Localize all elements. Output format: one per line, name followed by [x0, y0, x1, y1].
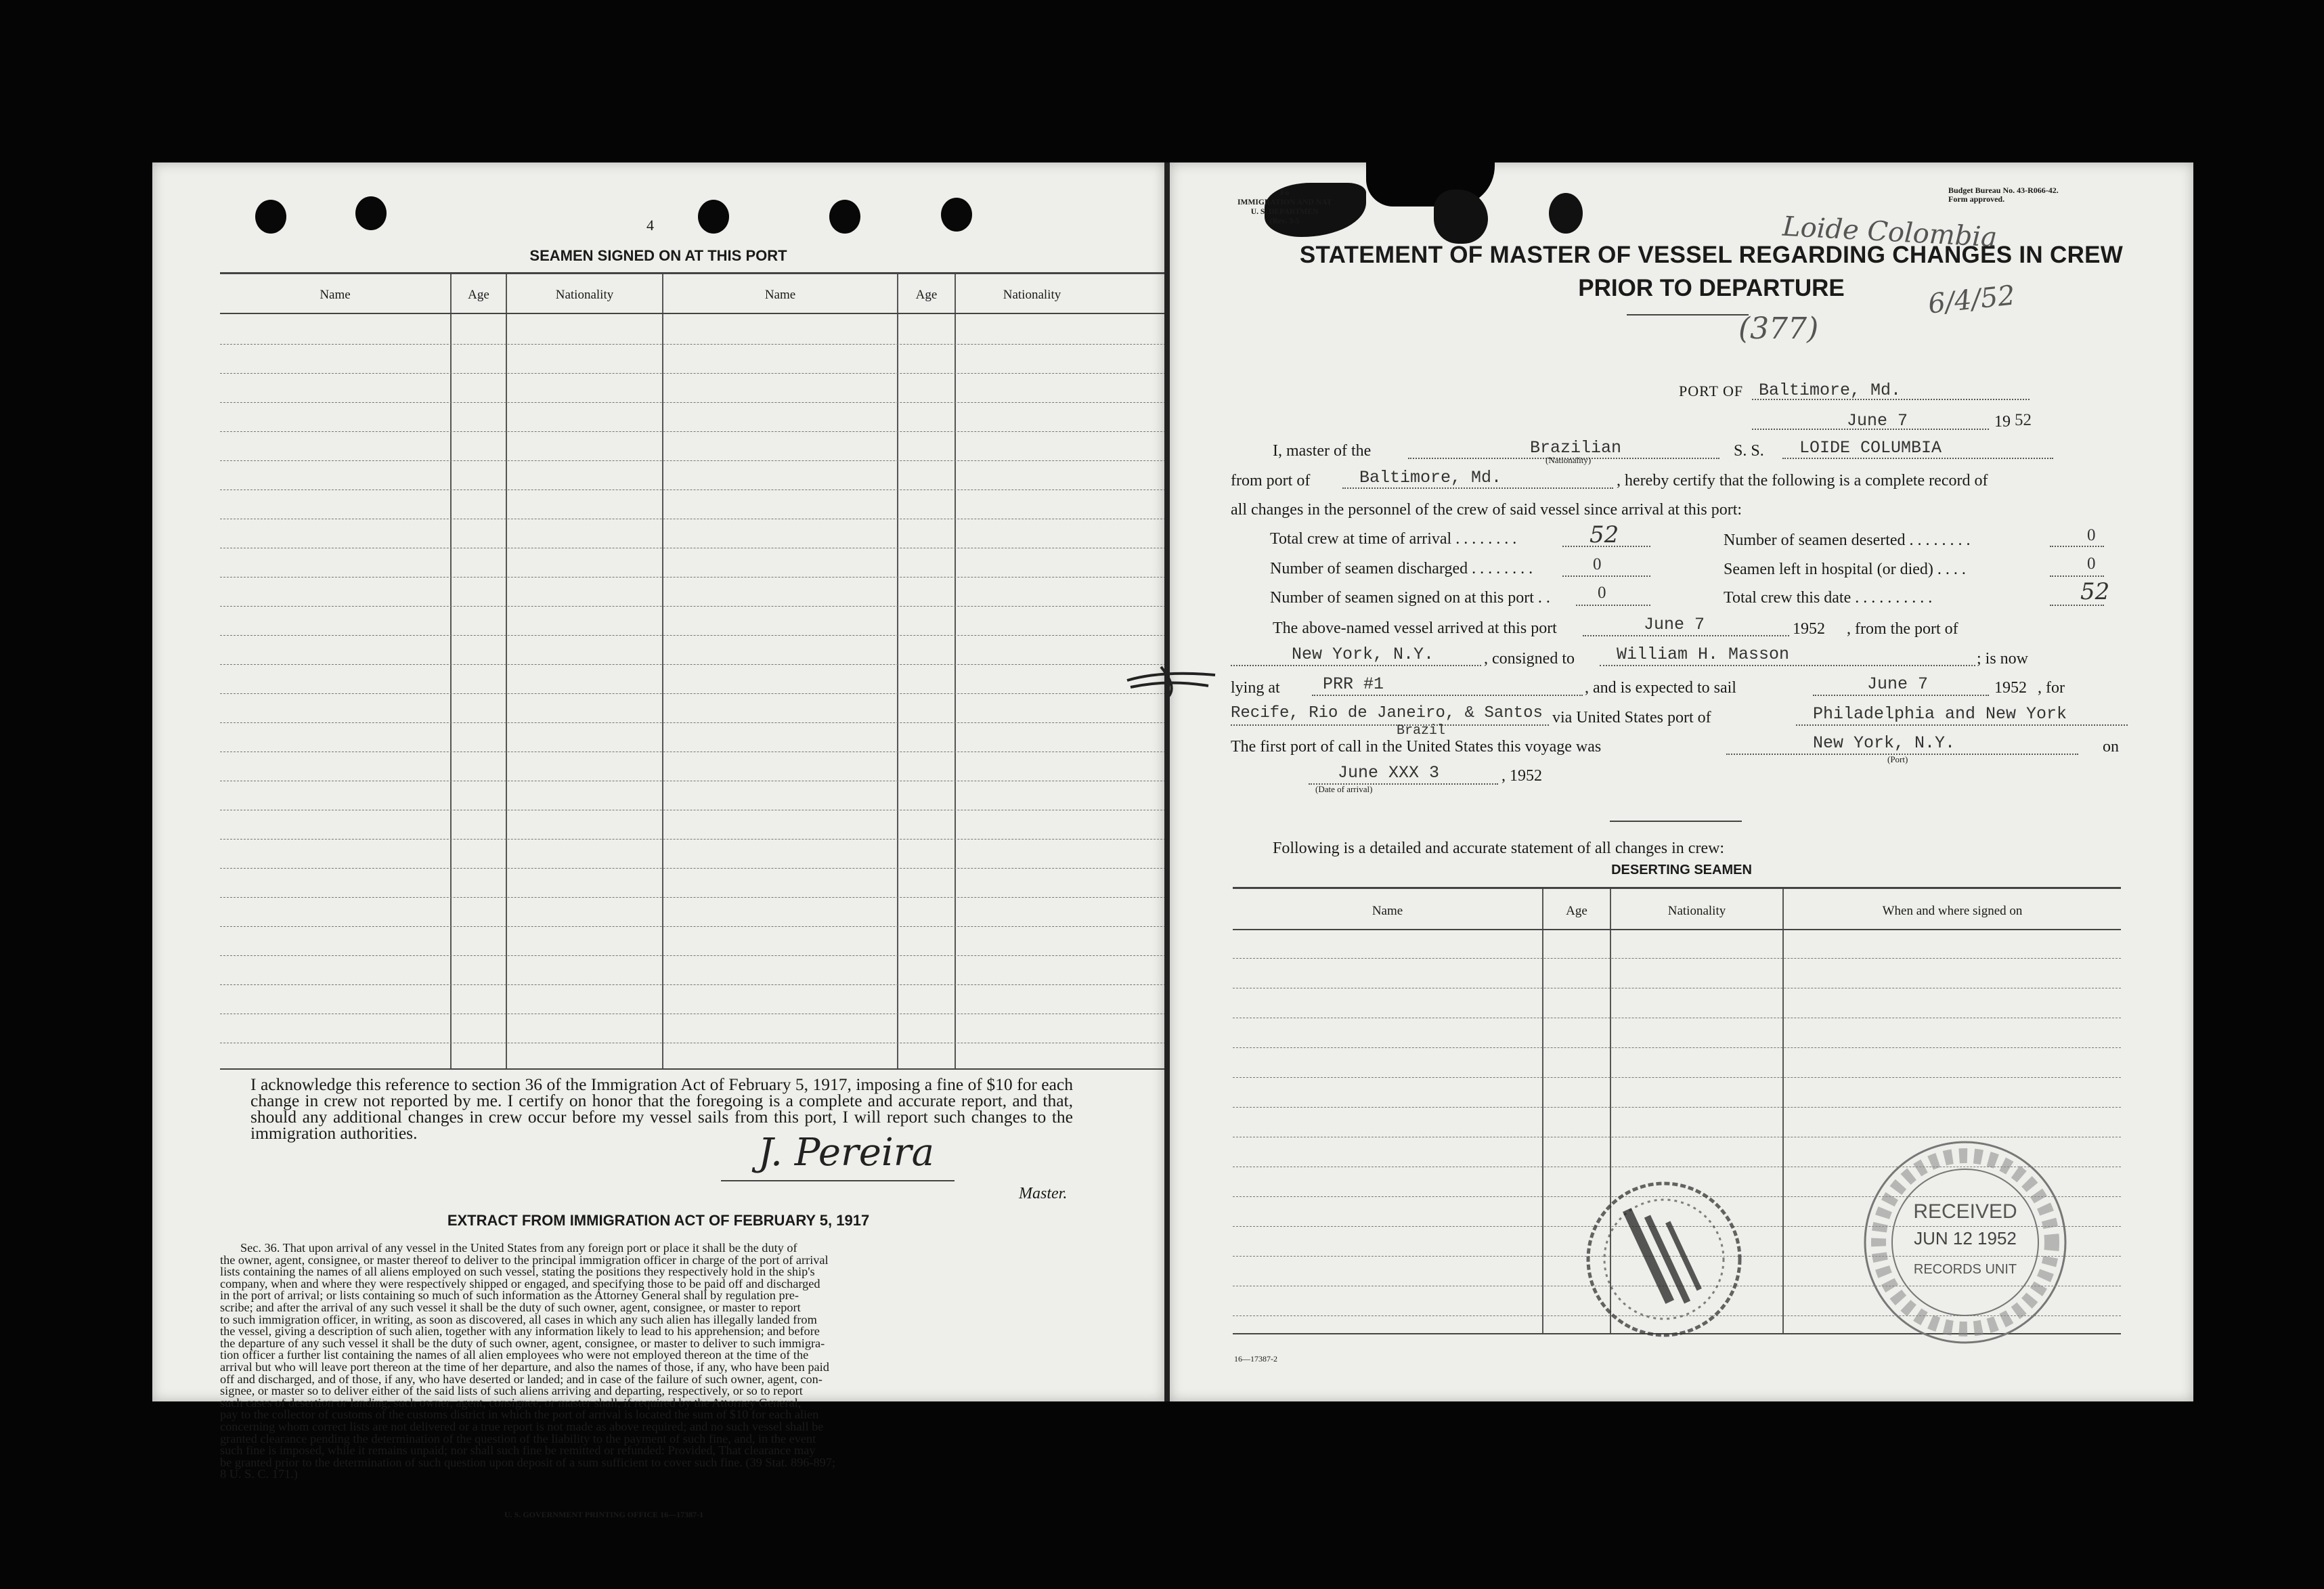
torn-hole — [1434, 190, 1488, 244]
extract-line: lists containing the names of all aliens employed on such vessel, stating the positions they respectively hold in the ship's — [220, 1265, 815, 1279]
signature-line — [721, 1180, 955, 1181]
title-rule — [1627, 314, 1749, 315]
is-now: ; is now — [1977, 650, 2029, 668]
table-row — [220, 460, 1260, 461]
signed-on-value: 0 — [1598, 584, 1606, 602]
extract-line: such fine is imposed, while it remains unpaid; nor shall such fine be remitted or refunded: Provided, That clearance may — [220, 1443, 816, 1458]
left-page — [152, 162, 1164, 1519]
date-value: June 7 — [1847, 411, 1908, 431]
col-nationality: Nationality — [1003, 288, 1061, 302]
table-row — [220, 606, 1260, 607]
extract-title: EXTRACT FROM IMMIGRATION ACT OF FEBRUARY 5, 1917 — [447, 1212, 870, 1229]
extract-line: pay to the collector of customs of the customs district in which the port of arrival is located the sum of $10 for each alien — [220, 1408, 819, 1422]
right-page — [1170, 162, 2193, 1401]
destination-country: Brazil — [1397, 723, 1446, 739]
table-row — [220, 868, 1260, 869]
extract-line: granted clearance pending the determination of the question of the liability to the payment of such fine, and, in the event — [220, 1431, 816, 1445]
first-port-value: New York, N.Y. — [1813, 733, 1956, 753]
deserting-title: DESERTING SEAMEN — [1611, 863, 1752, 877]
extract-line: such cases of desertion or landing, such owner, agent, consignee, or master shall, if required by the Attorney General, — [220, 1395, 802, 1410]
extract-line: Sec. 36. That upon arrival of any vessel in the United States from any foreign port or place it shall be the duty of — [240, 1241, 797, 1255]
table-row — [220, 402, 1260, 403]
ss-label: S. S. — [1734, 442, 1764, 460]
col-age: Age — [1566, 904, 1587, 918]
extract-line: arrival but who will leave port thereon at the time of her departure, and also the names of those, if any, who have been paid — [220, 1359, 829, 1374]
arrived-text: The above-named vessel arrived at this port — [1273, 619, 1557, 637]
punch-hole — [255, 200, 286, 234]
first-port-label: The first port of call in the United States this voyage was — [1231, 738, 1602, 756]
punch-hole — [698, 200, 729, 234]
extract-line: to such immigration officer, in writing, as soon as discovered, all cases in which any such alien has illegally landed from — [220, 1312, 817, 1326]
lying-at-value: PRR #1 — [1323, 674, 1384, 694]
extract-line: in the port of arrival; or lists containing so much of such information as the Attorney General shall by regulation pre- — [220, 1288, 799, 1303]
nationality-value: Brazilian — [1530, 438, 1622, 458]
consigned-to-label: , consigned to — [1484, 650, 1575, 668]
from-port-name: New York, N.Y. — [1292, 645, 1434, 664]
total-crew-date-value: 52 — [2080, 578, 2110, 605]
punch-hole — [941, 198, 972, 232]
page-number: 4 — [646, 217, 654, 234]
destination: Recife, Rio de Janeiro, & Santos — [1231, 704, 1543, 722]
signed-on-label: Number of seamen signed on at this port . . — [1270, 589, 1550, 607]
port-value: Baltimore, Md. — [1759, 380, 1902, 400]
total-crew-arrival-value: 52 — [1589, 521, 1619, 548]
discharged-label: Number of seamen discharged . . . . . . . . — [1270, 560, 1533, 578]
year-value: 52 — [2015, 411, 2032, 429]
sail-date: June 7 — [1867, 674, 1929, 694]
punch-hole — [829, 200, 860, 234]
all-changes-text: all changes in the personnel of the crew of said vessel since arrival at this port: — [1231, 501, 1742, 519]
col-age: Age — [915, 288, 938, 302]
port-caption: (Port) — [1887, 754, 1908, 764]
table-row — [220, 635, 1260, 636]
table-row — [220, 373, 1260, 374]
lying-at-label: lying at — [1231, 679, 1280, 697]
extract-line: the owner, agent, consignee, or master thereof to deliver to the principal immigration officer in charge of the port of arrival — [220, 1253, 829, 1267]
arrived-date: June 7 — [1644, 615, 1705, 634]
table-row — [220, 431, 1260, 432]
table-row — [220, 693, 1260, 694]
form-header-left: Fo IMMIGRATION AND NAT U. S. DEPARTMEN (Rev. 3-5 — [1237, 188, 1332, 225]
extract-line: off and discharged, and of those, if any, who have deserted or landed; and in case of the failure of such owner, agent, con- — [220, 1372, 823, 1386]
col-nationality: Nationality — [1667, 904, 1726, 918]
hospital-value: 0 — [2087, 554, 2096, 573]
page-fold — [1164, 162, 1170, 1401]
margin-mark — [1120, 660, 1222, 701]
table-row — [220, 839, 1260, 840]
from-the-port-of: , from the port of — [1847, 620, 1958, 638]
extract-line: concerning whom correct lists are not delivered or a true report is not made as above required; and no such vessel shall be — [220, 1419, 824, 1433]
sail-year: 1952 — [1994, 679, 2027, 697]
total-crew-arrival-label: Total crew at time of arrival . . . . . . . . — [1270, 530, 1517, 548]
extract-line: tion officer a further list containing the names of all alien employees who were not employed thereon at the time of the — [220, 1348, 809, 1362]
hospital-label: Seamen left in hospital (or died) . . . . — [1724, 561, 1966, 578]
arrived-year: 1952 — [1793, 620, 1825, 638]
form-title: STATEMENT OF MASTER OF VESSEL REGARDING CHANGES IN CREW — [1299, 242, 2124, 268]
printing-office: U. S. GOVERNMENT PRINTING OFFICE 16—17387-1 — [504, 1510, 704, 1519]
postmark-stamp — [1562, 1158, 1766, 1361]
arrival-date-caption: (Date of arrival) — [1315, 784, 1373, 794]
master-signature: J. Pereira — [758, 1131, 934, 1175]
year-prefix: 19 — [1994, 413, 2011, 431]
port-label: PORT OF — [1679, 383, 1744, 399]
table-row — [220, 722, 1260, 723]
acknowledgment-text: I acknowledge this reference to section 36 of the Immigration Act of February 5, 1917, imposing a fine of $10 for each change in crew not reported by me. I certify on honor that the foregoing is a complete and accurate report, and that, should any additional changes in crew occur before my vessel sails from this port, I will report such changes to the immigration authorities. — [250, 1074, 1073, 1143]
ship-value: LOIDE COLUMBIA — [1799, 438, 1942, 458]
via-value: Philadelphia and New York — [1813, 704, 2067, 724]
from-port-value: Baltimore, Md. — [1359, 468, 1502, 487]
extract-body — [220, 1242, 1164, 1481]
from-port-label: from port of — [1231, 472, 1311, 489]
table-row — [220, 664, 1260, 665]
extract-line: scribe; and after the arrival of any such vessel it shall be the duty of such owner, agent, consignee, or master to report — [220, 1300, 801, 1314]
via-label: via United States port of — [1552, 709, 1711, 726]
printing-code: 16—17387-2 — [1234, 1354, 1277, 1364]
form-subtitle: PRIOR TO DEPARTURE — [1578, 275, 1845, 301]
table-row — [220, 984, 1260, 985]
col-nationality: Nationality — [555, 288, 614, 302]
table-top-rule — [220, 272, 1260, 274]
expected-label: , and is expected to sail — [1585, 679, 1736, 697]
on-label: on — [2103, 738, 2119, 756]
table-row — [1233, 1107, 2121, 1108]
master-of-the-label: I, master of the — [1273, 442, 1372, 460]
col-name: Name — [1372, 904, 1403, 918]
punch-hole — [355, 196, 387, 230]
master-label: Master. — [1019, 1185, 1068, 1202]
certify-text: , hereby certify that the following is a complete record of — [1617, 472, 1988, 489]
handwritten-date: 6/4/52 — [1926, 280, 2017, 320]
table-row — [1233, 1077, 2121, 1078]
extract-line: company, when and where they were respectively shipped or engaged, and specifying those to be paid off and discharged — [220, 1276, 820, 1290]
extract-line: the departure of any such vessel it shall be the duty of such owner, agent, consignee, or master to deliver to such immigra- — [220, 1336, 825, 1350]
budget-bureau: Budget Bureau No. 43-R066-42. Form approved. — [1948, 186, 2059, 204]
section-rule — [1610, 821, 1742, 822]
col-name: Name — [764, 288, 796, 302]
nationality-caption: (Nationality) — [1545, 455, 1592, 465]
records-unit: RECORDS UNIT — [1913, 1262, 2017, 1277]
table-row — [220, 955, 1260, 956]
seamen-signed-on-title: SEAMEN SIGNED ON AT THIS PORT — [529, 247, 787, 264]
col-name: Name — [320, 288, 351, 302]
handwritten-ship-name: Loide Colombia — [1782, 211, 1998, 254]
extract-line: signee, or master so to deliver either of the said lists of such aliens arriving and departing, respectively, or so to report — [220, 1384, 803, 1398]
col-age: Age — [468, 288, 489, 302]
table-row — [220, 344, 1260, 345]
extract-line: be granted prior to the determination of such question upon deposit of a sum sufficient to cover such fine. (39 Stat. 896-897; — [220, 1455, 835, 1469]
arrival-year: , 1952 — [1501, 767, 1542, 785]
deserted-label: Number of seamen deserted . . . . . . . . — [1724, 531, 1971, 549]
deserted-value: 0 — [2087, 526, 2096, 544]
punch-hole — [1549, 193, 1583, 234]
received-label: RECEIVED — [1913, 1200, 2017, 1223]
table-row — [1233, 958, 2121, 959]
table-row — [1233, 1047, 2121, 1048]
table-row — [220, 897, 1260, 898]
table-row — [220, 577, 1260, 578]
col-signed-on: When and where signed on — [1882, 904, 2023, 918]
consignee: William H. Masson — [1617, 645, 1790, 664]
discharged-value: 0 — [1593, 555, 1602, 573]
total-crew-date-label: Total crew this date . . . . . . . . . . — [1724, 589, 1933, 607]
table-row — [220, 489, 1260, 490]
handwritten-number: (377) — [1738, 311, 1819, 346]
table-row — [220, 926, 1260, 927]
arrival-date-value: June XXX 3 — [1338, 763, 1440, 783]
for-label: , for — [2038, 679, 2065, 697]
received-date: JUN 12 1952 — [1914, 1228, 2017, 1248]
extract-line: 8 U. S. C. 171.) — [220, 1467, 298, 1481]
following-text: Following is a detailed and accurate statement of all changes in crew: — [1273, 840, 1725, 857]
extract-line: the vessel, giving a description of such alien, together with any information likely to lead to his apprehension; and before — [220, 1324, 820, 1338]
